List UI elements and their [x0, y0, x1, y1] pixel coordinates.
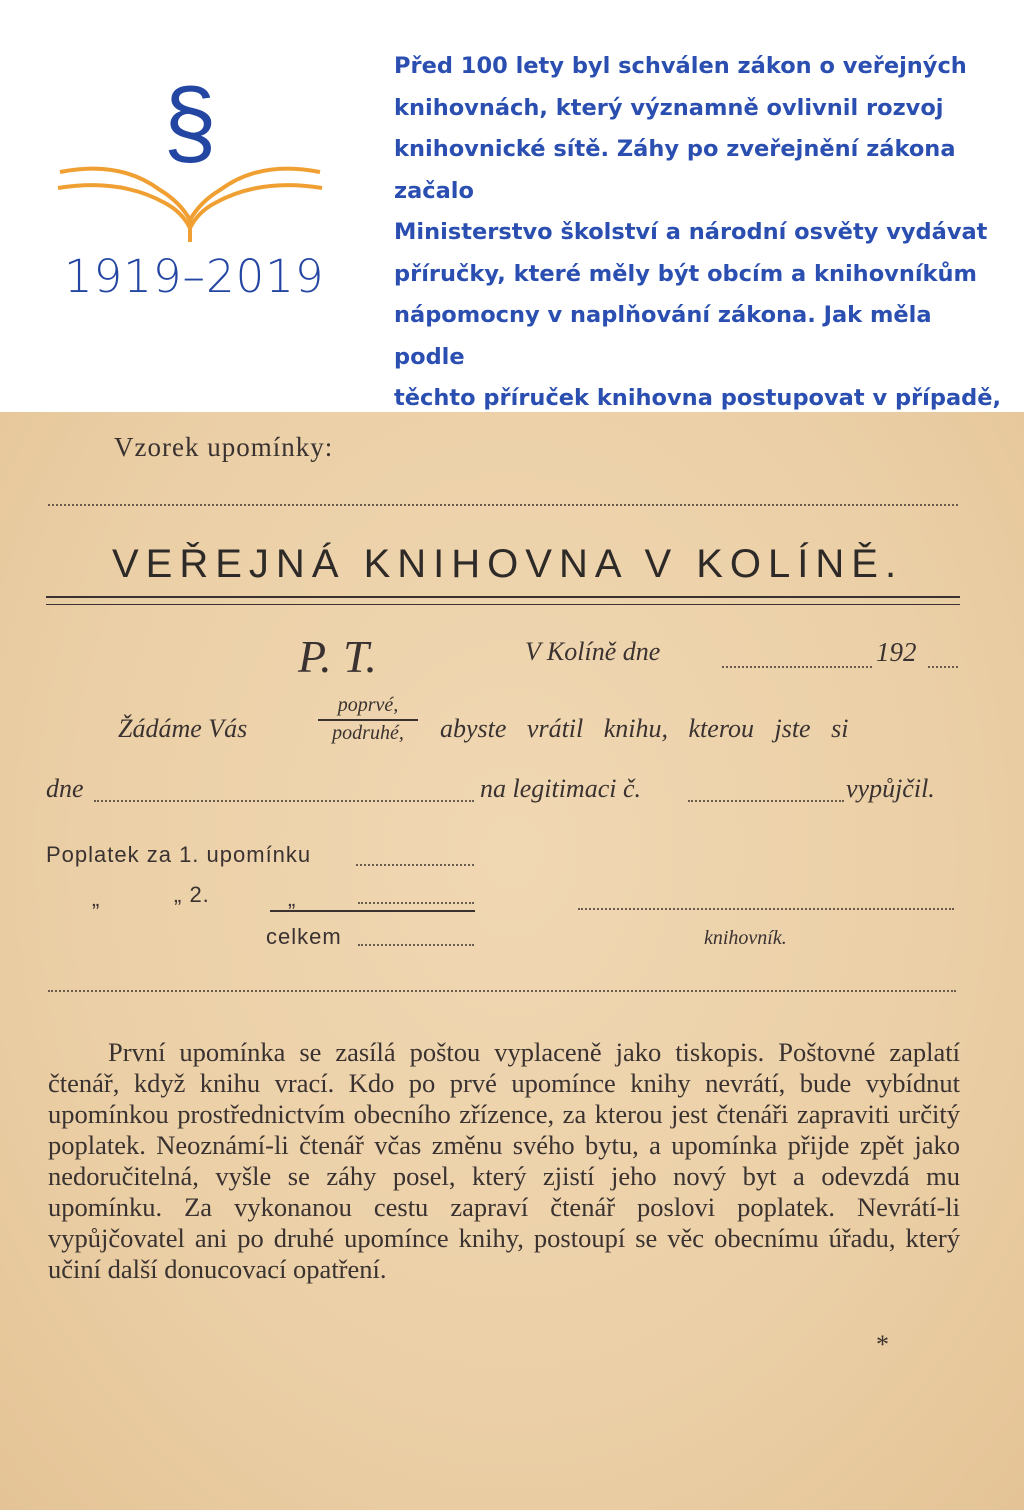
borrowed-label: vypůjčil. — [846, 774, 935, 803]
fee-first-blank — [356, 864, 474, 866]
card-number-blank — [688, 800, 844, 802]
header-banner — [0, 0, 1024, 412]
intro-line: Před 100 lety byl schválen zákon o veřejných — [394, 53, 967, 79]
intro-line: příručky, které měly být obcím a knihovníkům — [394, 260, 977, 287]
borrow-date-blank — [94, 800, 474, 802]
book-paragraph-icon — [40, 60, 340, 260]
library-heading: VEŘEJNÁ KNIHOVNA V KOLÍNĚ. — [112, 542, 904, 586]
place-date-label: V Kolíně dne — [525, 637, 661, 666]
instructions-text — [48, 1037, 960, 1285]
intro-line: knihovnické sítě. Záhy po zveřejnění zákona začalo — [394, 136, 956, 204]
date-label: dne — [46, 774, 84, 803]
card-number-label: na legitimaci č. — [480, 774, 642, 803]
intro-line: nápomocny v naplňování zákona. Jak měla podle — [394, 302, 932, 370]
instructions-paragraph: První upomínka se zasílá poštou vyplaceně jako tiskopis. Poštovné zaplatí čtenář, když knihu vrací. Kdo po prvé upomínce knihy nevrátí, bude vybídnut upomínkou prostřednictvím obecního zřízence, za kterou jest čtenáři zapraviti určitý poplatek. Neoznámí-li čtenář včas změnu svého bytu, a upomínka přijde zpět jako nedoručitelná, vyšle se záhy posel, který zjistí jeho nový byt a odevzdá mu upomínku. Za vykonanou cestu zapraví čtenář poslovi poplatek. Nevrátí-li vypůjčovatel ani po druhé upomínce knihy, postoupí se věc obecnímu úřadu, který učiní další donucovací opatření. — [48, 1037, 960, 1284]
return-request-text: abyste vrátil knihu, kterou jste si — [440, 714, 849, 743]
second-time-label: podruhé, — [332, 722, 404, 744]
total-label: celkem — [266, 924, 342, 949]
fee-second-blank — [358, 902, 474, 904]
dotted-divider — [48, 504, 958, 506]
ditto-second: „ 2. — [174, 882, 210, 907]
reminder-form-scan — [0, 412, 1024, 1510]
double-rule-bottom — [46, 604, 960, 605]
paragraph-symbol: § — [163, 69, 217, 176]
date-blank — [722, 666, 872, 668]
pt-salutation: P. T. — [298, 631, 377, 682]
intro-line: Ministerstvo školství a národní osvěty vydávat — [394, 219, 988, 245]
reminder-fraction — [318, 694, 418, 745]
fee-label: Poplatek za 1. upomínku — [46, 842, 312, 867]
year-blank — [928, 666, 958, 668]
request-text: Žádáme Vás — [118, 714, 248, 743]
intro-line: těchto příruček knihovna postupovat v případě, — [394, 385, 1002, 411]
sample-label: Vzorek upomínky: — [114, 432, 334, 462]
sum-rule — [270, 910, 475, 912]
anniversary-years: 1919–2019 — [64, 250, 325, 303]
year-label: 192 — [876, 637, 917, 667]
librarian-label: knihovník. — [704, 927, 787, 949]
double-rule-top — [46, 596, 960, 598]
first-time-label: poprvé, — [318, 694, 418, 721]
total-blank — [358, 944, 474, 946]
intro-line: knihovnách, který významně ovlivnil rozvoj — [394, 94, 944, 121]
dotted-divider — [48, 990, 956, 992]
ditto-mark: „ — [288, 886, 297, 911]
ditto-mark: „ — [92, 886, 101, 911]
footnote-star: * — [876, 1330, 889, 1359]
signature-blank — [578, 908, 954, 910]
